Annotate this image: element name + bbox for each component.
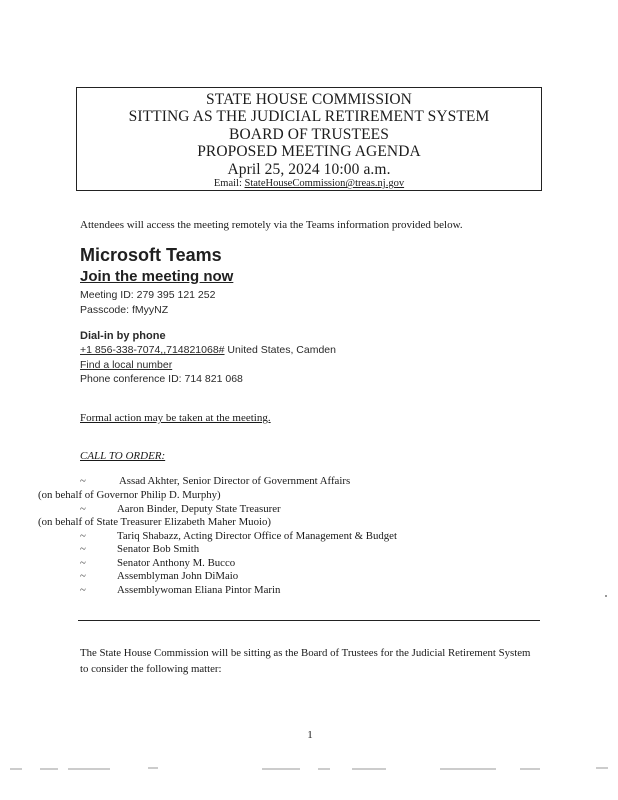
email-link[interactable]: StateHouseCommission@treas.nj.gov — [244, 178, 405, 189]
conference-id: Phone conference ID: 714 821 068 — [80, 373, 243, 385]
intro-text: Attendees will access the meeting remotely via the Teams information provided below. — [80, 219, 463, 231]
bullet-tilde: ~ — [80, 543, 86, 555]
header-commission: STATE HOUSE COMMISSION — [206, 91, 412, 108]
attendee-note: (on behalf of Governor Philip D. Murphy) — [38, 489, 221, 501]
attendee-note: (on behalf of State Treasurer Elizabeth Maher Muoio) — [38, 516, 271, 528]
attendee-name: Aaron Binder, Deputy State Treasurer — [117, 503, 281, 515]
phone-location: United States, Camden — [224, 344, 336, 356]
bullet-tilde: ~ — [80, 530, 86, 542]
attendee-name: Senator Anthony M. Bucco — [117, 557, 236, 569]
meeting-id: Meeting ID: 279 395 121 252 — [80, 289, 216, 301]
bullet-tilde: ~ — [80, 584, 86, 596]
bullet-tilde: ~ — [80, 475, 86, 487]
find-local-number-link[interactable]: Find a local number — [80, 359, 173, 371]
join-meeting-link[interactable]: Join the meeting now — [80, 268, 234, 285]
header-agenda: PROPOSED MEETING AGENDA — [197, 143, 421, 160]
attendee-name: Tariq Shabazz, Acting Director Office of Management & Budget — [117, 530, 397, 542]
attendee-name: Assemblyman John DiMaio — [117, 570, 239, 582]
attendee-name: Assad Akhter, Senior Director of Government Affairs — [119, 475, 351, 487]
email-label: Email: — [213, 178, 242, 189]
formal-action-note: Formal action may be taken at the meeting. — [80, 412, 271, 424]
bullet-tilde: ~ — [80, 557, 86, 569]
header-date: April 25, 2024 10:00 a.m. — [227, 161, 391, 178]
attendee-name: Assemblywoman Eliana Pintor Marin — [117, 584, 281, 596]
bullet-tilde: ~ — [80, 570, 86, 582]
page-number: 1 — [307, 729, 313, 741]
attendee-name: Senator Bob Smith — [117, 543, 200, 555]
dial-in-heading: Dial-in by phone — [80, 330, 166, 342]
header-system: SITTING AS THE JUDICIAL RETIREMENT SYSTEM — [128, 108, 490, 125]
teams-title: Microsoft Teams — [80, 245, 222, 265]
passcode: Passcode: fMyyNZ — [80, 304, 169, 316]
header-board: BOARD OF TRUSTEES — [229, 126, 389, 143]
call-to-order-heading: CALL TO ORDER: — [80, 450, 166, 462]
closing-paragraph: The State House Commission will be sitting as the Board of Trustees for the Judicial Retirement System to consider the following matter: — [80, 647, 531, 675]
phone-number-link[interactable]: +1 856-338-7074,,714821068# — [80, 344, 225, 356]
bullet-tilde: ~ — [80, 503, 86, 515]
